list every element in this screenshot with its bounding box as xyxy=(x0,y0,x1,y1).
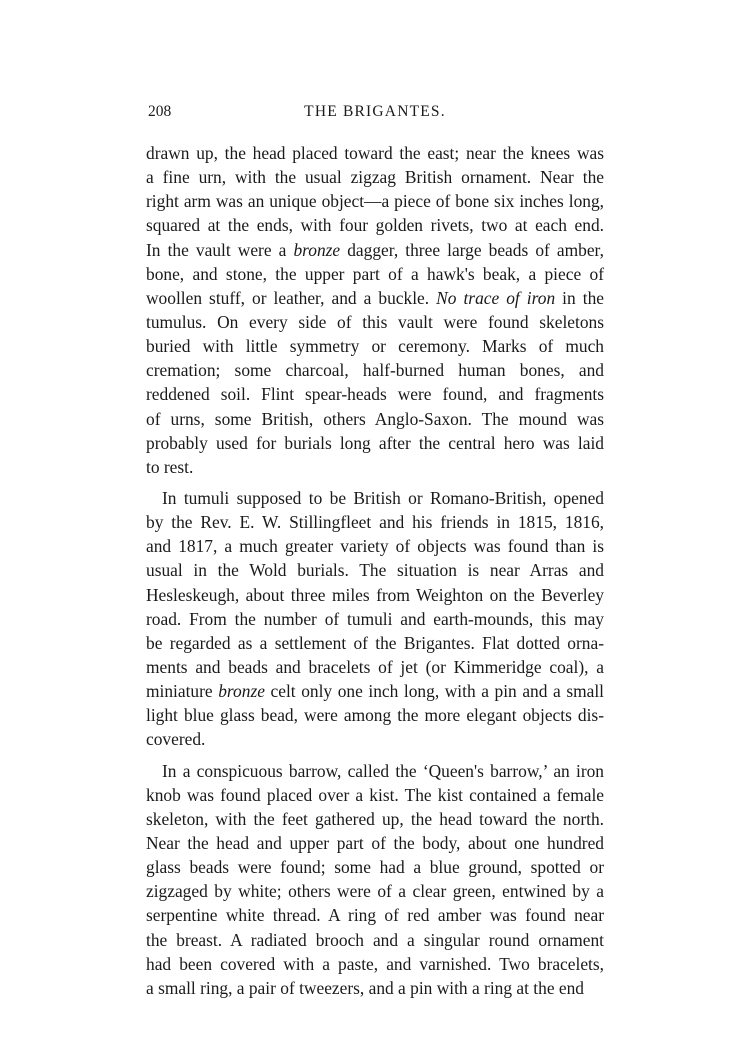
text-line: drawn up, the head placed toward the east; near the knees was xyxy=(146,143,604,163)
text-line: a fine urn, with the usual zigzag British ornament. Near the xyxy=(146,167,604,188)
paragraph xyxy=(146,486,604,752)
text-line: had been covered with a paste, and varnished. Two bracelets, xyxy=(146,953,604,974)
text-line: reddened soil. Flint spear-heads were found, and fragments xyxy=(146,384,604,405)
text-line: of urns, some British, others Anglo-Saxon. The mound was xyxy=(146,408,604,429)
text-line: the breast. A radiated brooch and a singular round ornament xyxy=(146,929,604,950)
text-line: right arm was an unique object—a piece of bone six inches long, xyxy=(146,191,604,212)
running-head xyxy=(148,103,602,127)
text-line: ments and beads and bracelets of jet (or Kimmeridge coal), a xyxy=(146,656,604,677)
text-line: woollen stuff, or leather, and a buckle. No trace of iron in the xyxy=(146,287,604,308)
paragraph-gap xyxy=(146,479,604,486)
text-line: In a conspicuous barrow, called the ‘Queen's barrow,’ an iron xyxy=(162,760,604,781)
text-line: by the Rev. E. W. Stillingfleet and his friends in 1815, 1816, xyxy=(146,512,604,533)
text-line: miniature bronze celt only one inch long, with a pin and a small xyxy=(146,681,604,702)
italic-phrase: No trace of iron xyxy=(436,287,556,308)
text-line: In the vault were a bronze dagger, three large beads of amber, xyxy=(146,239,604,260)
text-line: be regarded as a settlement of the Brigantes. Flat dotted orna- xyxy=(146,632,604,653)
text-line: knob was found placed over a kist. The kist contained a female xyxy=(146,784,604,805)
text-line: zigzaged by white; others were of a clear green, entwined by a xyxy=(146,881,604,902)
text-line: glass beads were found; some had a blue ground, spotted or xyxy=(146,857,604,878)
text-line: buried with little symmetry or ceremony. Marks of much xyxy=(146,336,604,357)
text-line: covered. xyxy=(146,729,206,750)
text-line: bone, and stone, the upper part of a hawk's beak, a piece of xyxy=(146,263,604,284)
paragraph xyxy=(146,759,604,1000)
paragraph xyxy=(146,141,604,479)
running-title: THE BRIGANTES. xyxy=(304,103,446,120)
text-line: and 1817, a much greater variety of objects was found than is xyxy=(146,536,604,557)
text-line: squared at the ends, with four golden rivets, two at each end. xyxy=(146,215,604,236)
text-line: to rest. xyxy=(146,456,194,477)
text-line: a small ring, a pair of tweezers, and a pin with a ring at the end xyxy=(146,977,584,998)
text-line: Near the head and upper part of the body, about one hundred xyxy=(146,832,604,853)
text-line: Hesleskeugh, about three miles from Weighton on the Beverley xyxy=(146,584,604,605)
text-line: In tumuli supposed to be British or Romano-British, opened xyxy=(162,487,604,508)
text-line: tumulus. On every side of this vault were found skeletons xyxy=(146,311,604,332)
text-line: skeleton, with the feet gathered up, the head toward the north. xyxy=(146,808,604,829)
page-number: 208 xyxy=(148,103,172,120)
paragraph-gap xyxy=(146,752,604,759)
text-line: usual in the Wold burials. The situation is near Arras and xyxy=(146,560,604,581)
text-line: cremation; some charcoal, half-burned human bones, and xyxy=(146,360,604,381)
italic-phrase: bronze xyxy=(218,681,265,702)
text-line: serpentine white thread. A ring of red amber was found near xyxy=(146,905,604,926)
text-line: road. From the number of tumuli and earth-mounds, this may xyxy=(146,608,604,629)
body-text xyxy=(146,141,604,1000)
text-line: light blue glass bead, were among the more elegant objects dis- xyxy=(146,705,604,726)
text-line: probably used for burials long after the central hero was laid xyxy=(146,432,604,453)
italic-phrase: bronze xyxy=(293,239,341,260)
